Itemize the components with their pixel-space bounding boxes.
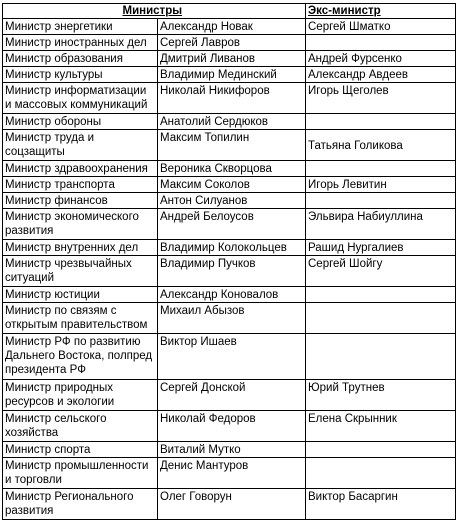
table-row [3,303,456,334]
table-row [3,334,456,380]
minister-cell: Николай Никифоров [158,83,306,114]
ministers-table [2,3,456,520]
table-row [3,209,456,240]
post-cell: Министр иностранных дел [3,35,158,51]
minister-cell: Владимир Пучков [158,256,306,287]
ex-minister-cell: Виктор Басаргин [306,489,456,520]
ex-minister-cell [306,161,456,177]
ex-minister-cell: Эльвира Набиуллина [306,209,456,240]
post-cell: Министр юстиции [3,287,158,303]
minister-cell: Сергей Лавров [158,35,306,51]
minister-cell: Антон Силуанов [158,193,306,209]
minister-cell: Вероника Скворцова [158,161,306,177]
post-cell: Министр РФ по развитию Дальнего Востока, полпред президента РФ [3,334,158,380]
minister-cell: Дмитрий Ливанов [158,51,306,67]
header-row [3,4,456,19]
minister-cell: Максим Соколов [158,177,306,193]
table-row [3,380,456,411]
post-cell: Министр Регионального развития [3,489,158,520]
minister-cell: Андрей Белоусов [158,209,306,240]
table-row [3,35,456,51]
minister-cell: Виктор Ишаев [158,334,306,380]
minister-cell: Николай Федоров [158,411,306,442]
ex-minister-cell: Александр Авдеев [306,67,456,83]
post-cell: Министр обороны [3,114,158,130]
table-row [3,240,456,256]
minister-cell: Денис Мантуров [158,458,306,489]
table-row [3,161,456,177]
ex-minister-cell: Рашид Нургалиев [306,240,456,256]
table-row [3,130,456,161]
table-row [3,67,456,83]
ex-minister-cell [306,114,456,130]
minister-cell: Олег Говорун [158,489,306,520]
ex-minister-cell [306,303,456,334]
table-row [3,256,456,287]
ex-minister-cell: Юрий Трутнев [306,380,456,411]
ex-minister-cell [306,35,456,51]
ex-minister-cell [306,334,456,380]
post-cell: Министр по связям с открытым правительством [3,303,158,334]
table-row [3,177,456,193]
minister-cell: Сергей Донской [158,380,306,411]
minister-cell: Максим Топилин [158,130,306,161]
post-cell: Министр промышленности и торговли [3,458,158,489]
ex-minister-cell [306,193,456,209]
header-ex-minister: Экс-министр [306,4,456,19]
ex-minister-cell [306,287,456,303]
table-row [3,51,456,67]
minister-cell: Виталий Мутко [158,442,306,458]
table-row [3,287,456,303]
table-row [3,458,456,489]
table-row [3,83,456,114]
table-row [3,489,456,520]
post-cell: Министр образования [3,51,158,67]
post-cell: Министр энергетики [3,19,158,35]
ex-minister-cell: Татьяна Голикова [306,130,456,161]
post-cell: Министр финансов [3,193,158,209]
ex-minister-cell [306,442,456,458]
header-ministers: Министры [158,4,306,19]
table-row [3,442,456,458]
post-cell: Министр природных ресурсов и экологии [3,380,158,411]
post-cell: Министр экономического развития [3,209,158,240]
post-cell: Министр культуры [3,67,158,83]
table-row [3,114,456,130]
post-cell: Министр здравоохранения [3,161,158,177]
minister-cell: Александр Коновалов [158,287,306,303]
post-cell: Министр труда и соцзащиты [3,130,158,161]
minister-cell: Владимир Колокольцев [158,240,306,256]
post-cell: Министр спорта [3,442,158,458]
table-row [3,193,456,209]
minister-cell: Александр Новак [158,19,306,35]
ex-minister-cell: Елена Скрынник [306,411,456,442]
post-cell: Министр внутренних дел [3,240,158,256]
post-cell: Министр информатизации и массовых коммуникаций [3,83,158,114]
ex-minister-cell: Игорь Левитин [306,177,456,193]
ex-minister-cell: Сергей Шматко [306,19,456,35]
post-cell: Министр транспорта [3,177,158,193]
ex-minister-cell: Игорь Щеголев [306,83,456,114]
ex-minister-cell [306,458,456,489]
post-cell: Министр чрезвычайных ситуаций [3,256,158,287]
table-row [3,19,456,35]
minister-cell: Анатолий Сердюков [158,114,306,130]
post-cell: Министр сельского хозяйства [3,411,158,442]
minister-cell: Михаил Абызов [158,303,306,334]
ex-minister-cell: Сергей Шойгу [306,256,456,287]
minister-cell: Владимир Мединский [158,67,306,83]
table-row [3,411,456,442]
ex-minister-cell: Андрей Фурсенко [306,51,456,67]
